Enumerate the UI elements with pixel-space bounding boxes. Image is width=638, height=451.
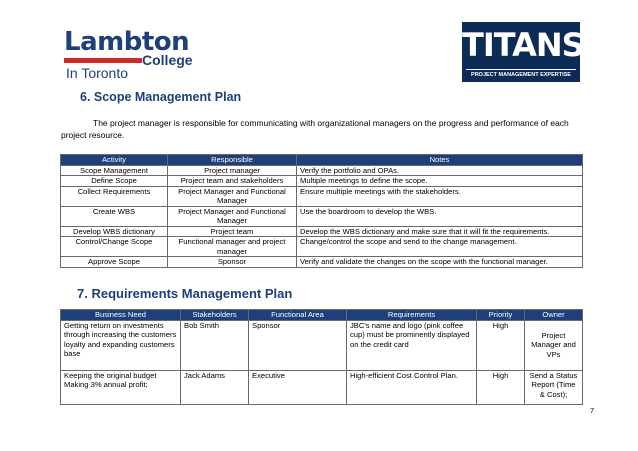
table-cell: Project Manager and Functional Manager (168, 186, 297, 206)
column-header: Business Need (61, 310, 181, 321)
table-cell: Functional manager and project manager (168, 237, 297, 257)
titans-logo (462, 22, 584, 82)
table-cell: Sponsor (249, 320, 347, 370)
table-row (61, 176, 583, 187)
table-cell: Project Manager and Functional Manager (168, 206, 297, 226)
section-6-intro (61, 117, 581, 141)
titans-logo-word: TITANS (462, 26, 584, 64)
table-cell: High (477, 320, 525, 370)
table-cell: Project Manager and VPs (525, 320, 583, 370)
table-cell: Project team (168, 226, 297, 237)
table-cell: Keeping the original budget Making 3% annual profit; (61, 370, 181, 404)
table-cell: Change/control the scope and send to the change management. (297, 237, 583, 257)
lambton-logo-college: College (142, 52, 193, 68)
column-header: Stakeholders (181, 310, 249, 321)
section-7-title: 7. Requirements Management Plan (77, 286, 293, 301)
table-cell: Develop WBS dictionary (61, 226, 168, 237)
table-cell: Sponsor (168, 257, 297, 268)
table-cell: Jack Adams (181, 370, 249, 404)
table-header-row (61, 155, 583, 166)
table-cell: Define Scope (61, 176, 168, 187)
table-row (61, 206, 583, 226)
page-number: 7 (590, 406, 595, 415)
table-row (61, 257, 583, 268)
table-row (61, 226, 583, 237)
lambton-college-logo (64, 28, 204, 82)
titans-logo-tagline: PROJECT MANAGEMENT EXPERTISE (466, 69, 576, 78)
lambton-logo-name: Lambton (64, 27, 190, 57)
table-row (61, 165, 583, 176)
table-cell: Ensure multiple meetings with the stakeholders. (297, 186, 583, 206)
column-header: Responsible (168, 155, 297, 166)
table-cell: Send a Status Report (Time & Cost); (525, 370, 583, 404)
table-row (61, 320, 583, 370)
scope-management-table (60, 154, 583, 268)
table-cell: Use the boardroom to develop the WBS. (297, 206, 583, 226)
table-cell: Multiple meetings to define the scope. (297, 176, 583, 187)
table-cell: JBC's name and logo (pink coffee cup) must be prominently displayed on the credit card (347, 320, 477, 370)
table-cell: Create WBS (61, 206, 168, 226)
section-6-intro-text: The project manager is responsible for communicating with organizational managers on the progress and performance of each project resource. (61, 118, 569, 140)
table-cell: Develop the WBS dictionary and make sure that it will fit the requirements. (297, 226, 583, 237)
column-header: Notes (297, 155, 583, 166)
requirements-management-table (60, 309, 583, 405)
section-6-title: 6. Scope Management Plan (80, 90, 242, 104)
table-cell: Verify and validate the changes on the scope with the functional manager. (297, 257, 583, 268)
column-header: Owner (525, 310, 583, 321)
table-cell: Bob Smith (181, 320, 249, 370)
table-row (61, 237, 583, 257)
table-header-row (61, 310, 583, 321)
lambton-logo-city: In Toronto (66, 65, 129, 81)
column-header: Priority (477, 310, 525, 321)
table-cell: Approve Scope (61, 257, 168, 268)
table-cell: Collect Requirements (61, 186, 168, 206)
table-cell: High-efficient Cost Control Plan. (347, 370, 477, 404)
table-cell: Control/Change Scope (61, 237, 168, 257)
column-header: Activity (61, 155, 168, 166)
table-cell: High (477, 370, 525, 404)
table-cell: Project team and stakeholders (168, 176, 297, 187)
table-cell: Executive (249, 370, 347, 404)
column-header: Requirements (347, 310, 477, 321)
table-cell: Project manager (168, 165, 297, 176)
table-cell: Scope Management (61, 165, 168, 176)
lambton-logo-bar (64, 58, 142, 63)
table-row (61, 186, 583, 206)
table-cell: Getting return on investments through increasing the customers loyalty and expanding customers base (61, 320, 181, 370)
column-header: Functional Area (249, 310, 347, 321)
table-row (61, 370, 583, 404)
table-cell: Verify the portfolio and OPAs. (297, 165, 583, 176)
